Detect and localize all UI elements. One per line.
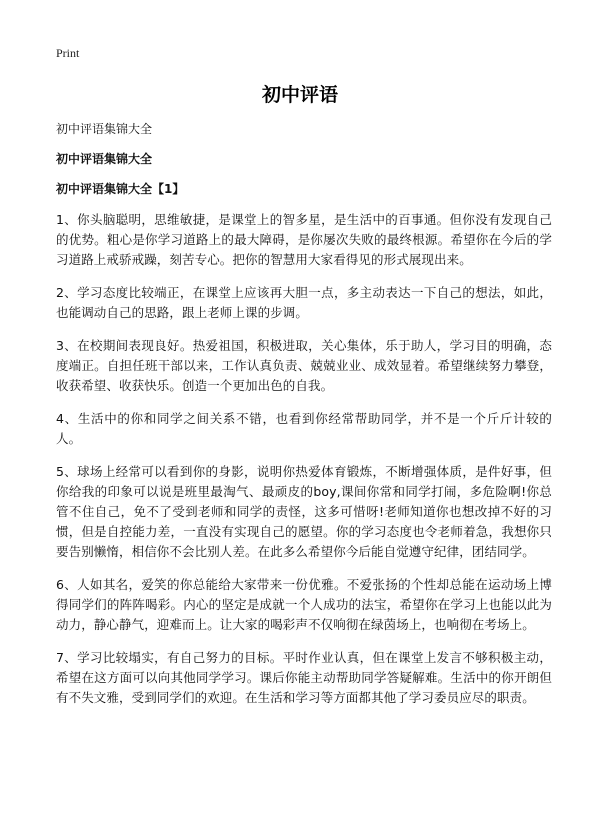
comment-paragraph-2: 2、学习态度比较端正，在课堂上应该再大胆一点，多主动表达一下自己的想法，如此，也能调动自己的思路，跟上老师上课的步调。: [56, 285, 552, 320]
subtitle-bold: 初中评语集锦大全: [56, 152, 153, 166]
section-heading: 初中评语集锦大全【1】: [56, 182, 185, 196]
page-title: 初中评语: [261, 84, 338, 106]
comment-paragraph-7: 7、学习比较塌实，有自己努力的目标。平时作业认真，但在课堂上发言不够积极主动，希望在这方面可以向其他同学学习。课后你能主动帮助同学答疑解难。生活中的你开朗但有不失文雅，受到同学们的欢迎。在生活和学习等方面都其他了学习委员应尽的职责。: [56, 650, 552, 705]
comment-paragraph-4: 4、生活中的你和同学之间关系不错，也看到你经常帮助同学，并不是一个斤斤计较的人。: [56, 411, 552, 446]
comment-paragraph-6: 6、人如其名，爱笑的你总能给大家带来一份优雅。不爱张扬的个性却总能在运动场上博得同学们的阵阵喝彩。内心的坚定是成就一个人成功的法宝，希望你在学习上也能以此为动力，静心静气，迎难而上。让大家的喝彩声不仅响彻在绿茵场上，也响彻在考场上。: [56, 577, 552, 632]
comment-paragraph-3: 3、在校期间表现良好。热爱祖国，积极进取，关心集体，乐于助人，学习目的明确，态度端正。自担任班干部以来，工作认真负责、兢兢业业、成效显着。希望继续努力攀登，收获希望、收获快乐。创造一个更加出色的自我。: [56, 338, 552, 393]
comment-paragraph-1: 1、你头脑聪明，思维敏捷，是课堂上的智多星，是生活中的百事通。但你没有发现自己的优势。粗心是你学习道路上的最大障碍，是你屡次失败的最终根源。希望你在今后的学习道路上戒骄戒躁，刻苦专心。把你的智慧用大家看得见的形式展现出来。: [56, 212, 552, 267]
print-link[interactable]: Print: [56, 46, 80, 60]
subtitle-plain: 初中评语集锦大全: [56, 122, 153, 136]
comments-body: [56, 210, 552, 721]
comment-paragraph-5: 5、球场上经常可以看到你的身影，说明你热爱体育锻炼，不断增强体质，是件好事，但你给我的印象可以说是班里最淘气、最顽皮的boy,课间你常和同学打闹，多危险啊!你总管不住自己，免不了受到老师和同学的责怪，这多可惜呀!老师知道你也想改掉不好的习惯，但是自控能力差，一直没有实现自己的愿望。你的学习态度也令老师着急，我想你只要告别懒惰，相信你不会比别人差。在此多么希望你今后能自觉遵守纪律，团结同学。: [56, 464, 552, 559]
